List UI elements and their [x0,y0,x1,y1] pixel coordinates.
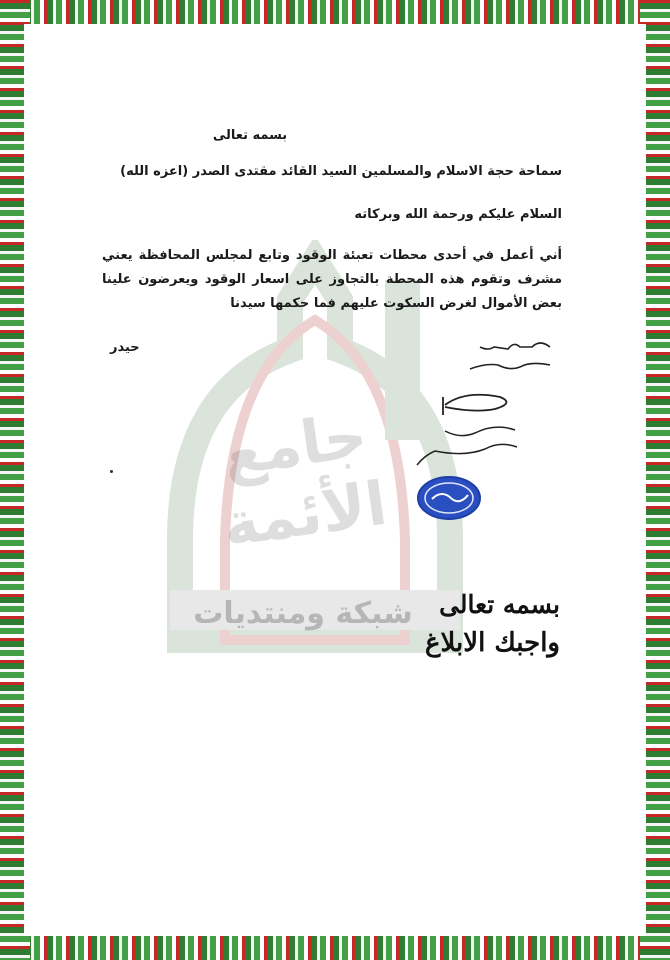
response-basmala: بسمه تعالى [439,590,560,619]
letter-basmala: بسمه تعالى [212,128,288,143]
response-answer: واجبك الابلاغ [425,628,560,658]
letter-body: أني أعمل في أحدى محطات تعبئة الوقود وتابع لمجلس المحافظة يعني مشرف وتقوم هذه المحطة بالتجاوز على اسعار الوقود ويعرضون علينا بعض الأموال لغرض السكوت عليهم فما حكمها سيدنا [102,248,562,311]
letter-greeting: السلام عليكم ورحمة الله وبركاته [354,207,562,222]
letter-addressee: سماحة حجة الاسلام والمسلمين السيد القائد مقتدى الصدر (اعزه الله) [120,164,562,179]
letter-signer: حيدر [110,340,140,355]
ink-dot [110,470,113,473]
watermark-subtitle: شبكة ومنتديات [193,596,413,631]
handwritten-date-signature-icon [405,385,525,480]
handwritten-signature-icon [450,335,560,380]
watermark-title: جامع الأئمة [218,400,392,561]
official-stamp-icon [414,473,484,523]
